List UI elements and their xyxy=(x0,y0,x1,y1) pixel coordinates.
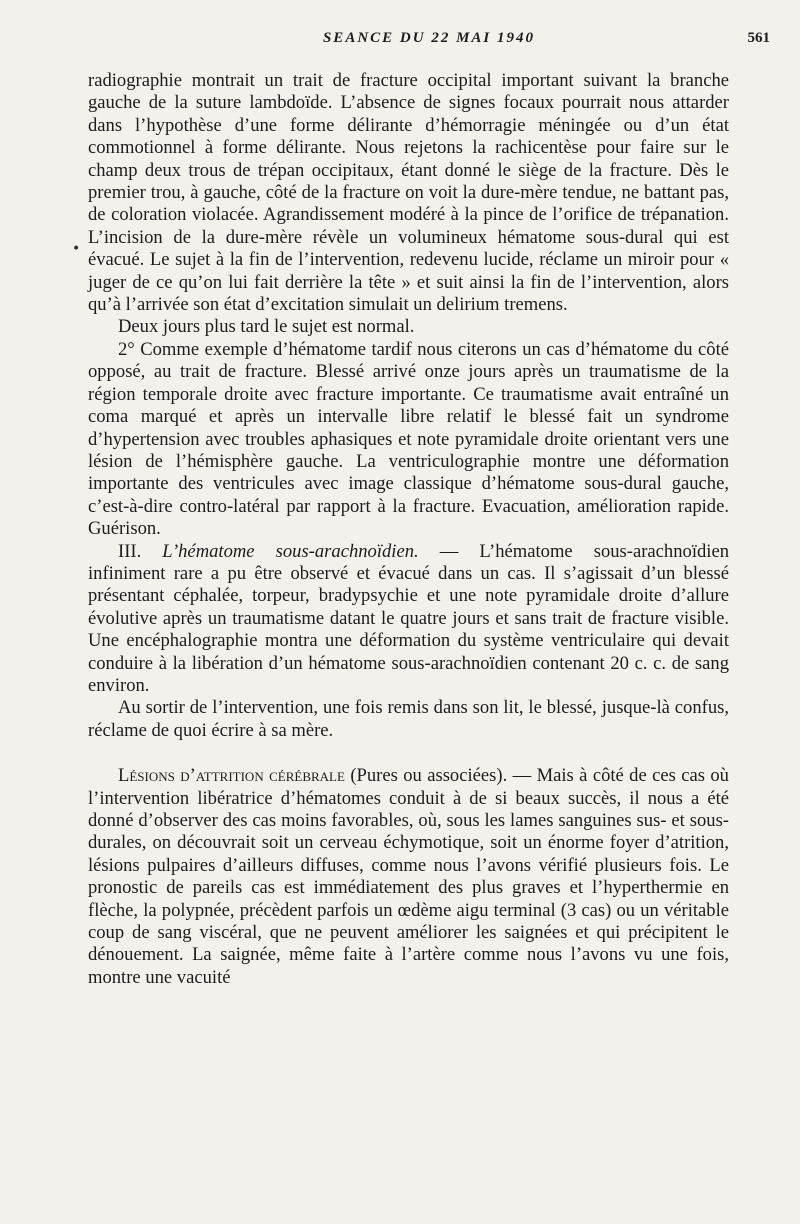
page-number: 561 xyxy=(747,30,770,46)
paragraph-3: 2° Comme exemple d’hématome tardif nous citerons un cas d’hématome du côté opposé, au trait de fracture. Blessé arrivé onze jours après un traumatisme de la région temporale droite avec fracture importante. Ce traumatisme avait entraîné un coma marqué et après un intervalle libre relatif le blessé fait un syndrome d’hypertension avec troubles aphasiques et note pyramidale droite orientant vers une lésion de l’hémisphère gauche. La ventriculographie montre une déformation importante des ventricules avec image classique d’hématome sous-dural gauche, c’est-à-dire contro-latéral par rapport à la fracture. Evacuation, amélioration rapide. Guérison. xyxy=(88,338,729,540)
section-iii-numeral: III. xyxy=(118,540,142,562)
section-lesions-paragraph xyxy=(88,765,729,989)
section-iii-title: L’hématome sous-arachnoïdien. xyxy=(162,540,419,562)
section-iii-paragraph xyxy=(88,541,729,698)
section-lesions-heading: Lésions d’attrition cérébrale xyxy=(118,765,345,787)
paragraph-after: Au sortir de l’intervention, une fois remis dans son lit, le blessé, jusque-là confus, réclame de quoi écrire à sa mère. xyxy=(88,697,729,741)
paragraph-1: radiographie montrait un trait de fracture occipital important suivant la branche gauche de la suture lambdoïde. L’absence de signes focaux pourrait nous attarder dans l’hypothèse d’une forme délirante d’hémorragie méningée ou d’un état commotionnel à forme délirante. Nous rejetons la rachicentèse pour faire sur le champ deux trous de trépan occipitaux, étant donné le siège de la fracture. Dès le premier trou, à gauche, côté de la fracture on voit la dure-mère tendue, ne battant pas, de coloration violacée. Agrandissement modéré à la pince de l’orifice de trépanation. L’incision de la dure-mère révèle un volumineux hématome sous-dural qui est évacué. Le sujet à la fin de l’intervention, redevenu lucide, réclame un miroir pour « juger de ce qu’on lui fait derrière la tête » et suit ainsi la fin de l’intervention, alors qu’à l’arrivée son état d’excitation simulait un delirium tremens. xyxy=(88,70,729,316)
body-text xyxy=(88,70,729,989)
section-iii-text: — L’hématome sous-arachnoïdien infiniment rare a pu être observé et évacué dans un cas. Il s’agissait d’un blessé présentant céphalée, torpeur, bradypsychie et une note pyramidale droite d’allure évolutive après un traumatisme datant le quatre jours et sans trait de fracture visible. Une encéphalographie montra une déformation du système ventriculaire qui devait conduire à la libération d’un hématome sous-arachnoïdien contenant 20 c. c. de sang environ. xyxy=(88,540,729,696)
section-lesions-text: (Pures ou associées). — Mais à côté de ces cas où l’intervention libératrice d’hématomes conduit à de si beaux succès, il nous a été donné d’observer des cas moins favorables, où, sous les lames sanguines sus- et sous-durales, on découvrait soit un cerveau échymotique, soit un énorme foyer d’atrition, lésions pulpaires d’ailleurs diffuses, comme nous l’avons vérifié plusieurs fois. Le pronostic de pareils cas est immédiatement des plus graves et l’hyperthermie en flèche, la polypnée, précèdent parfois un œdème aigu terminal (3 cas) ou un véritable coup de sang viscéral, que ne peuvent améliorer les saignées et qui précipitent le dénouement. La saignée, même faite à l’artère comme nous l’avons vu une fois, montre une vacuité xyxy=(88,765,729,988)
running-title: SEANCE DU 22 MAI 1940 xyxy=(322,30,536,46)
paragraph-2: Deux jours plus tard le sujet est normal. xyxy=(118,316,415,338)
page-header xyxy=(88,30,770,54)
margin-mark: • xyxy=(72,241,81,257)
